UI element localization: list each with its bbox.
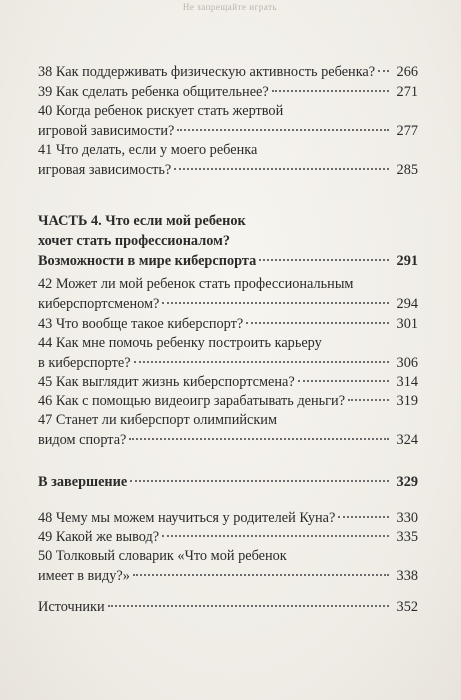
toc-entry-44[interactable] — [38, 333, 418, 373]
toc-page-number: 329 — [396, 474, 418, 490]
leader-dots — [134, 360, 389, 363]
leader-dots — [162, 534, 389, 537]
toc-page-number: 301 — [396, 316, 418, 332]
toc-page-number: 306 — [396, 355, 418, 371]
leader-dots — [162, 301, 389, 304]
toc-entry-48[interactable] — [38, 508, 418, 528]
toc-entry-46[interactable] — [38, 391, 418, 411]
toc-entry-42[interactable] — [38, 274, 418, 314]
toc-entry-title-cont: в киберспорте? — [38, 355, 131, 371]
toc-page-number: 352 — [396, 599, 418, 615]
toc-page-number: 338 — [396, 568, 418, 584]
leader-dots — [378, 69, 389, 72]
leader-dots — [272, 89, 389, 92]
toc-entry-title: 39 Как сделать ребенка общительнее? — [38, 84, 269, 100]
toc-entry-title-cont: игровая зависимость? — [38, 162, 172, 178]
toc-entry-title: 42 Может ли мой ребенок стать профессиональным — [38, 276, 354, 292]
leader-dots — [348, 398, 389, 401]
toc-entry-title-cont: киберспортсменом? — [38, 296, 160, 312]
toc-entry-title: 50 Толковый словарик «Что мой ребенок — [38, 548, 287, 564]
toc-entry-title-cont: видом спорта? — [38, 432, 127, 448]
toc-page-number: 266 — [396, 64, 418, 80]
toc-page-number: 335 — [396, 529, 418, 545]
toc-entry-39[interactable] — [38, 82, 418, 102]
leader-dots — [174, 167, 389, 170]
toc-entry-title-cont: игровой зависимости? — [38, 123, 175, 139]
toc-entry-title-cont: имеет в виду?» — [38, 568, 130, 584]
toc-page-number: 277 — [396, 123, 418, 139]
leader-dots — [108, 604, 389, 607]
toc-entry-title: 45 Как выглядит жизнь киберспортсмена? — [38, 374, 295, 390]
toc-page-number: 291 — [396, 253, 418, 269]
toc-entry-47[interactable] — [38, 410, 418, 450]
sources-heading: Источники — [38, 599, 105, 615]
toc-page-number: 324 — [396, 432, 418, 448]
toc-entry-title: 49 Какой же вывод? — [38, 529, 160, 545]
leader-dots — [129, 437, 389, 440]
toc-entry-title: 43 Что вообще такое киберспорт? — [38, 316, 244, 332]
part-heading-cont: Возможности в мире киберспорта — [38, 253, 257, 269]
toc-entry-43[interactable] — [38, 314, 418, 334]
toc-entry-title: 40 Когда ребенок рискует стать жертвой — [38, 103, 284, 119]
toc-entry-title: 44 Как мне помочь ребенку построить карьеру — [38, 335, 322, 351]
toc-page-number: 285 — [396, 162, 418, 178]
leader-dots — [133, 573, 389, 576]
part-heading: ЧАСТЬ 4. Что если мой ребенок — [38, 213, 246, 229]
running-header: Не запрещайте играть — [182, 2, 278, 12]
leader-dots — [338, 515, 389, 518]
toc-page-number: 271 — [396, 84, 418, 100]
toc-entry-38[interactable] — [38, 62, 418, 82]
leader-dots — [246, 321, 389, 324]
part-heading-cont: хочет стать профессионалом? — [38, 233, 230, 249]
toc-part-4[interactable] — [38, 211, 418, 271]
leader-dots — [177, 128, 389, 131]
toc-entry-title: 38 Как поддерживать физическую активность ребенка? — [38, 64, 376, 80]
toc-entry-title: 48 Чему мы можем научиться у родителей Куна? — [38, 510, 336, 526]
leader-dots — [259, 258, 389, 261]
toc-entry-title: 41 Что делать, если у моего ребенка — [38, 142, 258, 158]
toc-entry-45[interactable] — [38, 372, 418, 392]
leader-dots — [130, 479, 389, 482]
leader-dots — [298, 379, 389, 382]
toc-entry-49[interactable] — [38, 527, 418, 547]
toc-entry-title: 47 Станет ли киберспорт олимпийским — [38, 412, 278, 428]
toc-entry-41[interactable] — [38, 140, 418, 180]
toc-conclusion[interactable] — [38, 472, 418, 492]
conclusion-heading: В завершение — [38, 474, 128, 490]
toc-page-number: 330 — [396, 510, 418, 526]
toc-page-number: 294 — [396, 296, 418, 312]
toc-page-number: 314 — [396, 374, 418, 390]
toc-entry-50[interactable] — [38, 546, 418, 586]
toc-entry-title: 46 Как с помощью видеоигр зарабатывать деньги? — [38, 393, 346, 409]
toc-sources[interactable] — [38, 597, 418, 617]
toc-entry-40[interactable] — [38, 101, 418, 141]
toc-page-number: 319 — [396, 393, 418, 409]
